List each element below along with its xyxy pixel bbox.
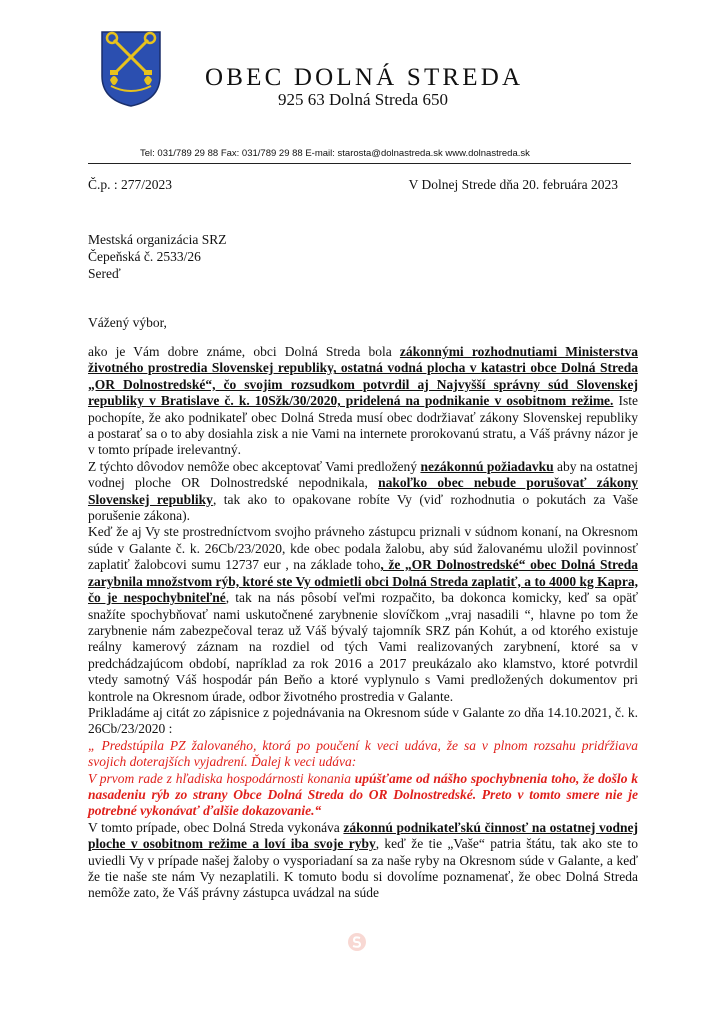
- paragraph: Prikladáme aj citát zo zápisnice z pojednávania na Okresnom súde v Galante zo dňa 14.10.2021, č. k. 26Cb/23/2020 :: [88, 704, 638, 737]
- recipient-line: Čepeňská č. 2533/26: [88, 249, 201, 264]
- paragraph: Keď že aj Vy ste prostredníctvom svojho právneho zástupcu priznali v súdnom konaní, na Okresnom súde v Galante č. k. 26Cb/23/2020, kde obec podala žalobu, aby súd žalovanému uložil povinnosť zaplatiť žalobcovi sumu 12737 eur , na základe toho, že „OR Dolnostredské“ obec Dolná Streda zarybnila množstvom rýb, ktoré ste Vy odmietli obci Dolná Streda zaplatiť, a to 4000 kg Kapra, čo je nespochybniteľné, tak na nás pôsobí veľmi rozpačito, ba dokonca komicky, keď sa opäť snažíte spochybňovať nami uskutočnené zarybnenie slovíčkom „vraj nasadili “, hlavne po tom že zarybnenie nám zabezpečoval teraz už Váš bývalý tajomník SRZ pán Kohút, a od ktorého existuje reálny kamerový záznam na rozdiel od tých Vami realizovaných zarybnení, ktoré sa v predchádzajúcom období, napríklad za rok 2016 a 2017 preukázalo ako klamstvo, ktoré potvrdil vtedy samotný Váš hospodár pán Beňo a ktoré vyplynulo s Vami predložených dokumentov pri kontrole na Okresnom úrade, odbor životného prostredia v Galante.: [88, 524, 638, 704]
- recipient-block: [88, 231, 226, 282]
- letter-body: [88, 344, 638, 902]
- municipality-title: OBEC DOLNÁ STREDA: [205, 64, 524, 91]
- header-divider: [88, 163, 631, 164]
- recipient-line: Mestská organizácia SRZ: [88, 232, 227, 247]
- paragraph: ako je Vám dobre známe, obci Dolná Streda bola zákonnými rozhodnutiami Ministerstva životného prostredia Slovenskej republiky, ostatná vodná plocha v katastri obce Dolná Streda „OR Dolnostredské“, čo svojim rozsudkom potvrdil aj Najvyšší správny súd Slovenskej republiky v Bratislave č. k. 10Sžk/30/2020, pridelená na podnikanie v osobitnom režime. Iste pochopíte, že ako podnikateľ obec Dolná Streda musí obec dodržiavať zákony Slovenskej republiky a postarať sa o to aby dosiahla zisk a nie Vami na internete prorokovanú stratu, a Váš právny názor je v tomto prípade irelevantný.: [88, 344, 638, 458]
- salutation: Vážený výbor,: [88, 315, 167, 330]
- court-quote: V prvom rade z hľadiska hospodárnosti konania upúšťame od nášho spochybnenia toho, že došlo k nasadeniu rýb zo strany Obce Dolná Streda do OR Dolnostredské. Preto v tomto smere nie je potrebné vykonávať ďalšie dokazovanie.“: [88, 770, 638, 819]
- paragraph: Z týchto dôvodov nemôže obec akceptovať Vami predložený nezákonnú požiadavku aby na ostatnej vodnej ploche OR Dolnostredské nepodnikala, nakoľko obec nebude porušovať zákony Slovenskej republiky, tak ako to opakovane robíte Vy (viď rozhodnutia o pokutách za Vaše porušenie zákona).: [88, 458, 638, 524]
- municipality-address: 925 63 Dolná Streda 650: [278, 90, 448, 109]
- recipient-line: Sereď: [88, 266, 121, 281]
- watermark-icon: [347, 932, 367, 952]
- court-quote: „ Predstúpila PZ žalovaného, ktorá po poučení k veci udáva, že sa v plnom rozsahu pridŕžiava svojich doterajších vyjadrení. Ďalej k veci udáva:: [88, 737, 638, 770]
- letter-date: V Dolnej Strede dňa 20. februára 2023: [408, 177, 618, 192]
- paragraph: V tomto prípade, obec Dolná Streda vykonáva zákonnú podnikateľskú činnosť na ostatnej vodnej ploche v osobitnom režime a loví iba svoje ryby, keď že tie „Vaše“ patria štátu, tak ako ste to uviedli Vy v prípade našej žaloby o vysporiadaní sa za naše ryby na Okresnom súde v Galante, a keď že tie naše ste nám Vy nezaplatili. K tomuto bodu si dovolíme poznamenať, že obec Dolná Streda nemôže zato, že Váš právny zástupca uvádzal na súde: [88, 819, 639, 901]
- contact-line: Tel: 031/789 29 88 Fax: 031/789 29 88 E-mail: starosta@dolnastreda.sk www.dolnastreda.sk: [140, 148, 530, 159]
- reference-number: Č.p. : 277/2023: [88, 177, 173, 192]
